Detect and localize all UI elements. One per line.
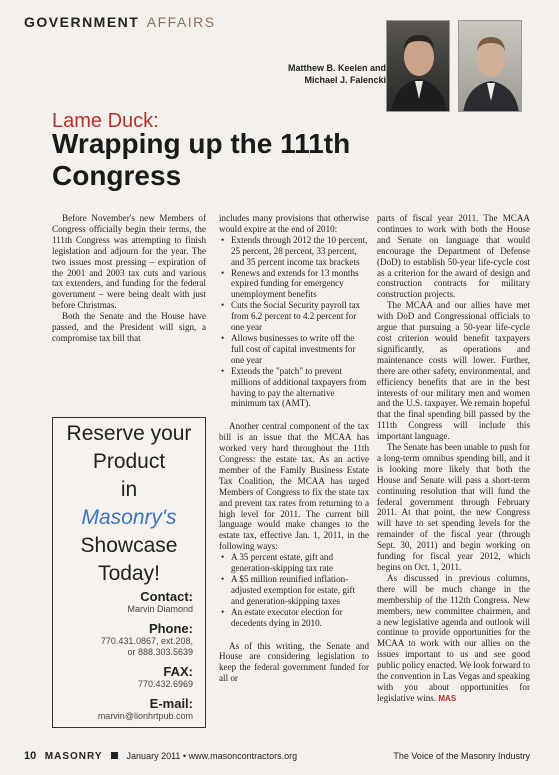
magazine-name: MASONRY [44, 751, 103, 762]
ad-line: Today! [98, 562, 160, 585]
showcase-ad[interactable] [52, 417, 206, 728]
paragraph [377, 573, 530, 705]
ad-line: Product [92, 450, 166, 473]
paragraph: The MCAA and our allies have met with DoD and Congressional officials to argue that pursuing a 50-year life-cycle cost criterion would benefit taxpayers significantly, as operations and maintenance costs will lower. Further, there are other safety, environmental, and efficiency benefits that are in the best interests of our military men and women and the U.S. taxpayer. We remain hopeful that the final spending bill passed by the 111th Congress will include this important language. [377, 300, 530, 442]
list-item: • An estate executor election for decedents dying in 2010. [219, 607, 369, 629]
list-item: • A $5 million reunified inflation-adjusted exemption for estate, gift and generation-skipping taxes [219, 574, 369, 607]
list-item: • Allows businesses to write off the full cost of capital investments for one year [219, 333, 369, 366]
contact-label: Contact: [140, 589, 193, 604]
article-title: Wrapping up the 111th Congress [52, 128, 351, 191]
ad-highlight: Masonry's [81, 506, 177, 529]
list-item: • Renews and extends for 13 months expired funding for emergency unemployment benefits [219, 268, 369, 301]
paragraph: parts of fiscal year 2011. The MCAA continues to work with both the House and Senate on language that would encourage the Department of Defense (DoD) to establish 50-year life-cycle cost as a criterion for the award of design and construction contracts for military construction projects. [377, 213, 530, 300]
section-header-light: AFFAIRS [146, 14, 216, 30]
issue-info: January 2011 • www.masoncontractors.org [126, 751, 298, 761]
ad-line: Reserve your [66, 422, 192, 445]
article-column-2 [219, 213, 369, 684]
paragraph: Before November's new Members of Congress officially begin their terms, the 111th Congress was attempting to finish legislation and adjourn for the year. The two issues most pressing – expiration of the 2001 and 2003 tax cuts and various tax extenders, and funding for the federal government – were being dealt with just before Christmas. [52, 213, 206, 311]
tax-provisions-list [219, 235, 369, 410]
author-line-2: Michael J. Falencki [304, 75, 386, 85]
paragraph: includes many provisions that otherwise would expire at the end of 2010: [219, 213, 369, 234]
article-column-1 [52, 213, 206, 344]
ad-line: Showcase [80, 534, 178, 557]
ad-line: in [120, 478, 138, 501]
author-line-1: Matthew B. Keelen and [287, 63, 386, 73]
paragraph: Both the Senate and the House have passed, and the President will sign, a compromise tax bill that [52, 311, 206, 343]
phone-number: 770.431.0867, ext.208, [100, 636, 193, 646]
ad-promo-text [53, 418, 205, 588]
email-label: E-mail: [149, 696, 193, 711]
article-kicker: Lame Duck: [52, 110, 159, 132]
email-link[interactable]: marvin@lionhrtpub.com [97, 711, 193, 721]
separator-square-icon [111, 752, 118, 759]
list-item: • Cuts the Social Security payroll tax from 6.2 percent to 4.2 percent for one year [219, 300, 369, 333]
article-column-3 [377, 213, 530, 705]
list-item: • Extends through 2012 the 10 percent, 25 percent, 28 percent, 33 percent, and 35 percent income tax brackets [219, 235, 369, 268]
section-header [24, 14, 216, 30]
estate-tax-list [219, 552, 369, 628]
author-photo-keelen [386, 20, 450, 112]
list-item: • A 35 percent estate, gift and generation-skipping tax rate [219, 552, 369, 574]
paragraph-text: As discussed in previous columns, there will be much change in the membership of the 112th Congress. New members, new committee chairmen, and a new legislative agenda and outlook will continue to provide opportunities for the MCAA to work with our allies on the issues important to us and see good public policy enacted. We look forward to the convention in Las Vegas and speaking with you about opportunities for legislative wins. [377, 572, 530, 703]
paragraph: As of this writing, the Senate and House are considering legislation to keep the federal government funded for all or [219, 640, 369, 684]
list-item: • Extends the "patch" to prevent millions of additional taxpayers from having to pay the alternative minimum tax (AMT). [219, 366, 369, 410]
section-header-bold: GOVERNMENT [24, 14, 140, 30]
phone-label: Phone: [148, 621, 193, 636]
end-mark-logo: MAS [438, 693, 457, 703]
paragraph: Another central component of the tax bill is an issue that the MCAA has worked very hard throughout the 11th Congress: the estate tax. As an active member of the Family Business Estate Tax Coalition, the MCAA has urged Members of Congress to fix the state tax and prevent tax rates from returning to a high level for 2011. The current bill language would make changes to the estate tax, effective Jan. 1, 2011, in the following ways: [219, 421, 369, 552]
footer-tagline: The Voice of the Masonry Industry [393, 751, 530, 761]
phone-number-alt: or 888.303.5639 [127, 647, 193, 657]
fax-label: FAX: [163, 664, 193, 679]
author-photo-falencki [458, 20, 522, 112]
author-byline [236, 62, 386, 86]
paragraph: The Senate has been unable to push for a long-term omnibus spending bill, and it is looking more likely that both the House and Senate will pass a short-term continuing resolution that will fund the federal government through February 2011. At that point, the new Congress will have to set spending levels for the remainder of the fiscal year (through Sept. 30, 2011) and begin working on funding for fiscal year 2012, which begins on Oct. 1, 2011. [377, 442, 530, 572]
contact-name: Marvin Diamond [127, 604, 193, 614]
ad-contact-block [98, 583, 193, 722]
page-number: 10 [24, 750, 37, 762]
fax-number: 770.432.6969 [137, 679, 193, 689]
